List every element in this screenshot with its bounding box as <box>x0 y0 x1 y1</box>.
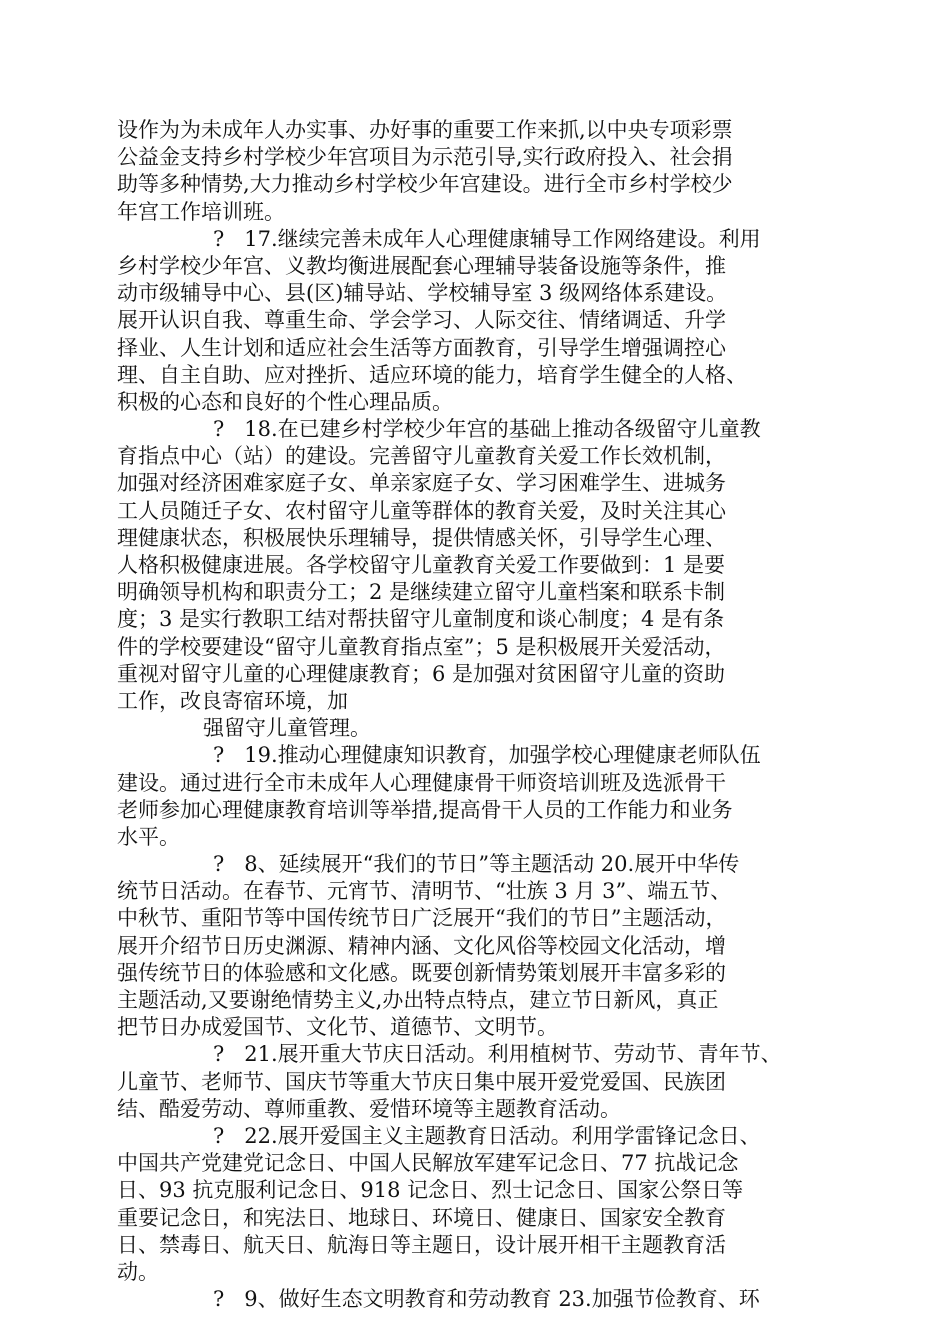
text-line: 重要记念日，和宪法日、地球日、环境日、健康日、国家安全教育 <box>117 1205 726 1230</box>
text-line: 积极的心态和良好的个性心理品质。 <box>117 389 453 414</box>
text-line: 人格积极健康进展。各学校留守儿童教育关爱工作要做到：1 是要 <box>117 553 726 577</box>
text-line: 把节日办成爱国节、文化节、道德节、文明节。 <box>117 1015 558 1040</box>
text-line: 统节日活动。在春节、元宵节、清明节、“壮族 3 月 3”、端五节、 <box>117 879 732 904</box>
text-line: ? 18.在已建乡村学校少年宫的基础上推动各级留守儿童教 <box>213 417 761 442</box>
text-line: 设作为为未成年人办实事、办好事的重要工作来抓,以中央专项彩票 <box>117 118 733 142</box>
document-body-text <box>117 117 837 1313</box>
text-line: 工人员随迁子女、农村留守儿童等群体的教育关爱，及时关注其心 <box>117 498 726 523</box>
text-line: 助等多种情势,大力推动乡村学校少年宫建设。进行全市乡村学校少 <box>117 172 733 197</box>
text-line: ? 22.展开爱国主义主题教育日活动。利用学雷锋记念日、 <box>213 1123 761 1148</box>
text-line: 日、禁毒日、航天日、航海日等主题日，设计展开相干主题教育活 <box>117 1232 726 1257</box>
text-line: ? 21.展开重大节庆日活动。利用植树节、劳动节、青年节、 <box>213 1042 782 1067</box>
text-line: 展开认识自我、尊重生命、学会学习、人际交往、情绪调适、升学 <box>117 308 726 333</box>
text-line: 中国共产党建党记念日、中国人民解放军建军记念日、77 抗战记念 <box>117 1151 739 1176</box>
text-line: ? 8、延续展开“我们的节日”等主题活动 20.展开中华传 <box>213 852 740 877</box>
text-line: 建设。通过进行全市未成年人心理健康骨干师资培训班及选派骨干 <box>117 770 726 795</box>
text-line: 理健康状态，积极展快乐理辅导，提供情感关怀，引导学生心理、 <box>117 525 726 550</box>
text-line: 育指点中心（站）的建设。完善留守儿童教育关爱工作长效机制， <box>117 444 726 469</box>
text-line: ? 17.继续完善未成年人心理健康辅导工作网络建设。利用 <box>213 226 761 251</box>
text-line: 中秋节、重阳节等中国传统节日广泛展开“我们的节日”主题活动， <box>117 906 727 931</box>
text-line: 明确领导机构和职责分工；2 是继续建立留守儿童档案和联系卡制 <box>117 580 726 605</box>
text-line: 理、自主自助、应对挫折、适应环境的能力，培育学生健全的人格、 <box>117 362 747 387</box>
text-line: 结、酷爱劳动、尊师重教、爱惜环境等主题教育活动。 <box>117 1096 621 1121</box>
text-line: 动市级辅导中心、县(区)辅导站、学校辅导室 3 级网络体系建设。 <box>117 281 728 306</box>
text-line: 择业、人生计划和适应社会生活等方面教育，引导学生增强调控心 <box>117 335 726 360</box>
text-line: ? 9、做好生态文明教育和劳动教育 23.加强节俭教育、环 <box>213 1287 760 1312</box>
text-line: 工作，改良寄宿环境，加 <box>117 688 348 713</box>
text-line: 儿童节、老师节、国庆节等重大节庆日集中展开爱党爱国、民族团 <box>117 1069 726 1094</box>
text-line: 日、93 抗克服利记念日、918 记念日、烈士记念日、国家公祭日等 <box>117 1178 744 1203</box>
text-line: 乡村学校少年宫、义教均衡进展配套心理辅导装备设施等条件，推 <box>117 253 726 278</box>
text-line: 年宫工作培训班。 <box>117 199 285 224</box>
text-line: 动。 <box>117 1259 159 1284</box>
text-line: 件的学校要建设“留守儿童教育指点室”；5 是积极展开关爱活动， <box>117 634 726 659</box>
text-line: 水平。 <box>117 824 180 849</box>
text-line: 公益金支持乡村学校少年宫项目为示范引导,实行政府投入、社会捐 <box>117 145 733 170</box>
text-line: 主题活动,又要谢绝情势主义,办出特点特点，建立节日新风，真正 <box>117 988 719 1012</box>
text-line: 老师参加心理健康教育培训等举措,提高骨干人员的工作能力和业务 <box>117 797 733 822</box>
text-line: 强传统节日的体验感和文化感。既要创新情势策划展开丰富多彩的 <box>117 960 726 985</box>
text-line: 强留守儿童管理。 <box>203 716 371 741</box>
text-line: 加强对经济困难家庭子女、单亲家庭子女、学习困难学生、进城务 <box>117 471 726 496</box>
text-line: 重视对留守儿童的心理健康教育；6 是加强对贫困留守儿童的资助 <box>117 661 726 686</box>
text-line: ? 19.推动心理健康知识教育，加强学校心理健康老师队伍 <box>213 743 761 768</box>
text-line: 度；3 是实行教职工结对帮扶留守儿童制度和谈心制度；4 是有条 <box>117 607 725 632</box>
text-line: 展开介绍节日历史渊源、精神内涵、文化风俗等校园文化活动，增 <box>117 933 726 958</box>
